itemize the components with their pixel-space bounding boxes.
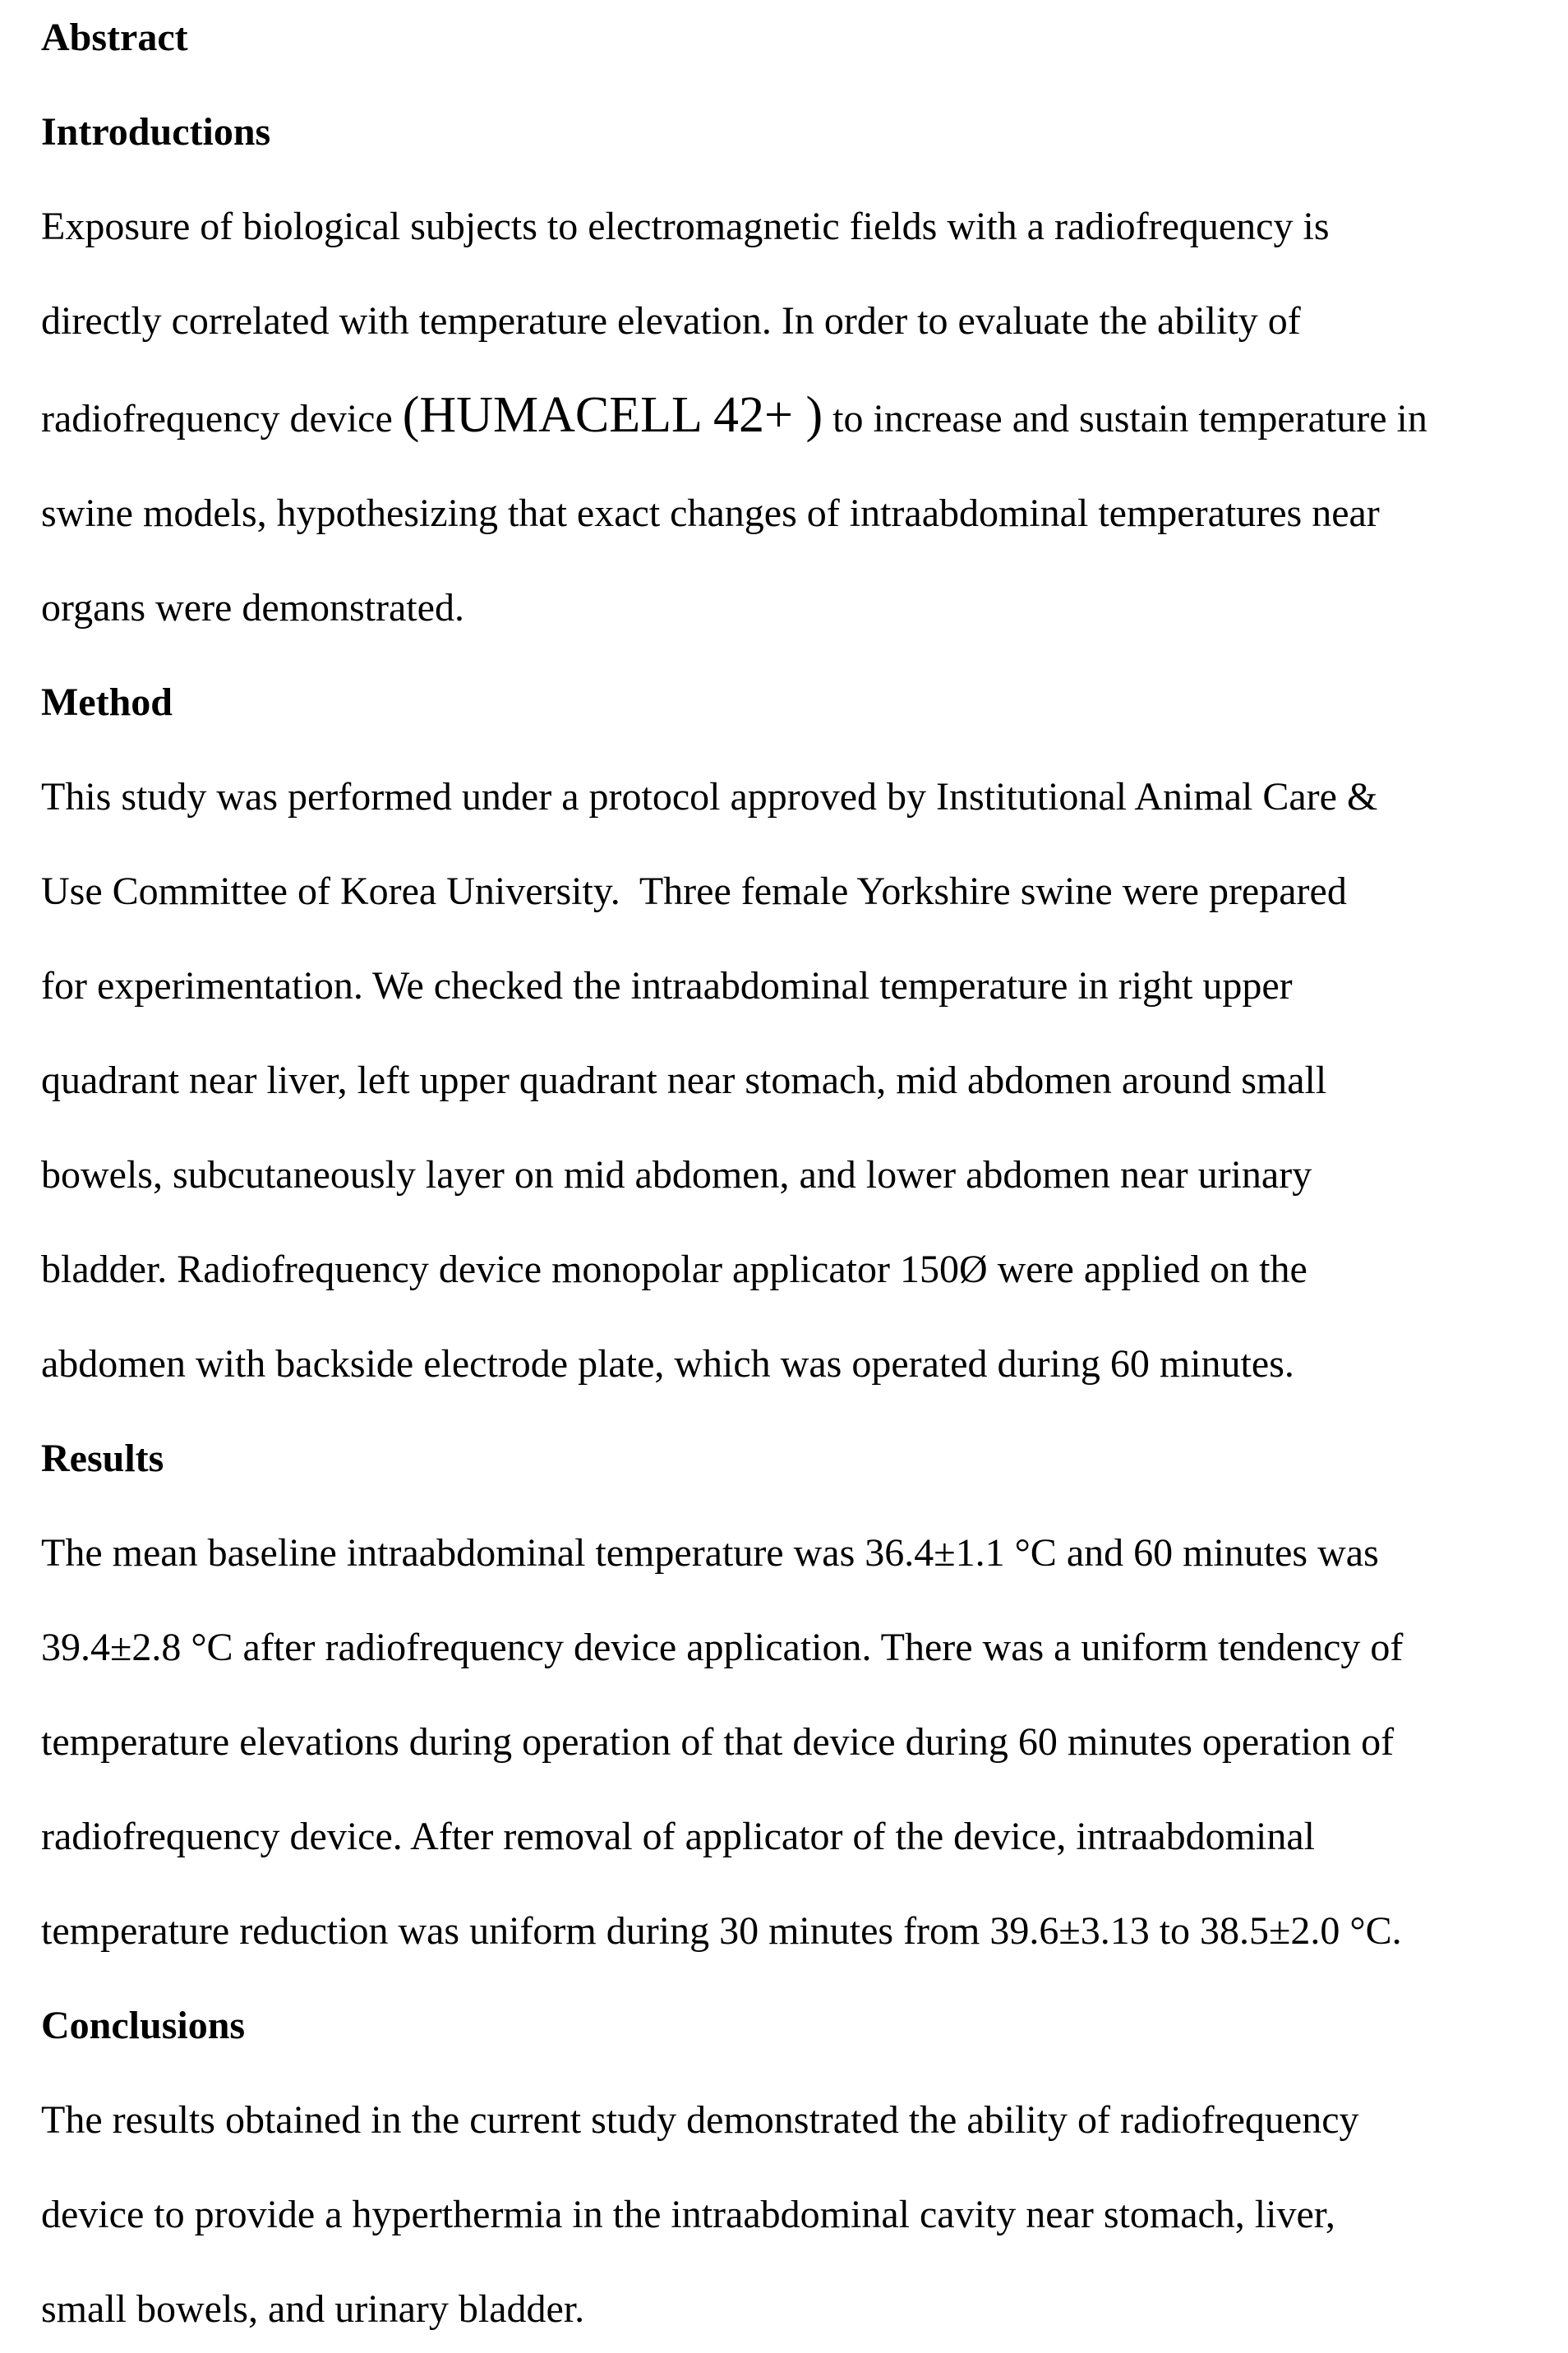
paragraph-line: Exposure of biological subjects to electromagnetic fields with a radiofrequency is — [41, 205, 1330, 248]
paragraph-line: directly correlated with temperature elevation. In order to evaluate the ability of — [41, 299, 1301, 343]
paragraph-line — [41, 368, 1453, 466]
heading-results: Results — [41, 1437, 164, 1480]
paragraph-line: abdomen with backside electrode plate, which was operated during 60 minutes. — [41, 1342, 1294, 1386]
paragraph-line: temperature elevations during operation of that device during 60 minutes operation of — [41, 1720, 1395, 1764]
paragraph-line: The mean baseline intraabdominal temperature was 36.4±1.1 °C and 60 minutes was — [41, 1531, 1379, 1575]
line-text-post: to increase and sustain temperature in — [823, 397, 1427, 441]
heading-abstract: Abstract — [41, 16, 188, 59]
heading-introductions: Introductions — [41, 110, 271, 154]
paragraph-line: radiofrequency device. After removal of applicator of the device, intraabdominal — [41, 1815, 1315, 1858]
line-text-pre: radiofrequency device — [41, 397, 403, 441]
paragraph-line: quadrant near liver, left upper quadrant near stomach, mid abdomen around small — [41, 1059, 1327, 1102]
paragraph-line: Use Committee of Korea University. Three female Yorkshire swine were prepared — [41, 870, 1347, 913]
paragraph-line: temperature reduction was uniform during 30 minutes from 39.6±3.13 to 38.5±2.0 °C. — [41, 1909, 1402, 1953]
device-brand-name: (HUMACELL 42+ ) — [402, 387, 823, 443]
paragraph-line: for experimentation. We checked the intraabdominal temperature in right upper — [41, 964, 1293, 1008]
heading-conclusions: Conclusions — [41, 2004, 246, 2047]
paragraph-line: 39.4±2.8 °C after radiofrequency device application. There was a uniform tendency of — [41, 1626, 1404, 1669]
paragraph-line: swine models, hypothesizing that exact changes of intraabdominal temperatures near — [41, 491, 1380, 535]
paragraph-line: organs were demonstrated. — [41, 586, 464, 630]
paragraph-line: bladder. Radiofrequency device monopolar applicator 150Ø were applied on the — [41, 1248, 1307, 1291]
paragraph-line: small bowels, and urinary bladder. — [41, 2287, 585, 2331]
paragraph-line: The results obtained in the current study demonstrated the ability of radiofrequency — [41, 2098, 1359, 2142]
paragraph-line: device to provide a hyperthermia in the intraabdominal cavity near stomach, liver, — [41, 2193, 1335, 2236]
paragraph-line: This study was performed under a protocol approved by Institutional Animal Care & — [41, 775, 1378, 819]
paragraph-line: bowels, subcutaneously layer on mid abdomen, and lower abdomen near urinary — [41, 1153, 1312, 1197]
heading-method: Method — [41, 681, 173, 724]
